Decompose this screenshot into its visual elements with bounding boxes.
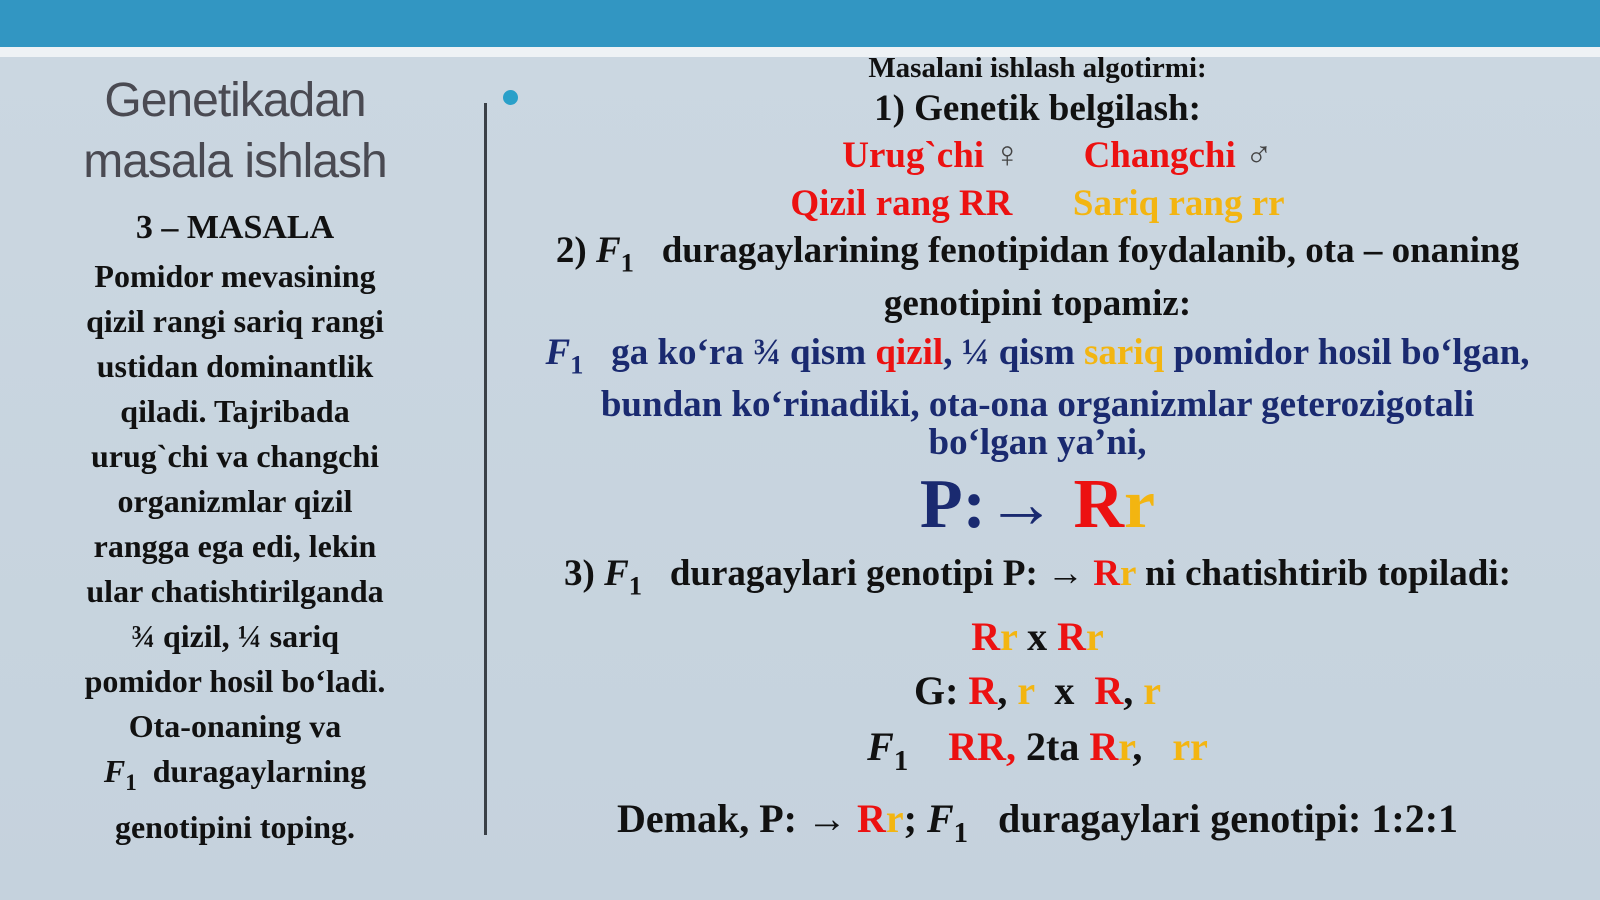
divider-line <box>484 103 487 835</box>
step-2: 2) $F_1$ duragaylarining fenotipidan foydalanib, ota – onaning <box>555 230 1520 278</box>
problem-line: urug`chi va changchi <box>90 438 380 474</box>
problem-line: qiladi. Tajribada <box>120 393 350 429</box>
ratio-line-2: bundan ko‘rinadiki, ota-ona organizmlar geterozigotali <box>600 383 1475 425</box>
ratio-line-1: $F_1$ ga ko‘ra ¾ qism qizil, ¼ qism sariq pomidor hosil bo‘lgan, <box>545 332 1530 380</box>
problem-line: pomidor hosil bo‘ladi. <box>84 663 386 699</box>
ratio-line-3: bo‘lgan ya’ni, <box>928 421 1147 463</box>
f1-symbol: $F_1$ <box>867 723 909 778</box>
female-label: Urug`chi <box>842 135 985 176</box>
solution-column <box>500 52 1575 862</box>
f1-2ta: 2ta <box>1026 723 1080 769</box>
problem-line: organizmlar qizil <box>117 483 353 519</box>
problem-line: rangga ega edi, lekin <box>93 528 377 564</box>
parents-row <box>500 132 1575 180</box>
gametes-row: G: R, r x R, r <box>913 667 1161 713</box>
step-1: 1) Genetik belgilash: <box>874 88 1201 129</box>
title-line-1: Genetikadan <box>104 74 366 127</box>
slide-title <box>20 70 450 192</box>
male-symbol-icon: ♂ <box>1244 135 1273 176</box>
f1-offspring-row: $F_1$ RR, 2ta Rr, rr <box>867 723 1208 778</box>
colors-row <box>500 180 1575 228</box>
problem-line: ¾ qizil, ¼ sariq <box>130 618 339 654</box>
top-bar <box>0 0 1600 47</box>
problem-line: ular chatishtirilganda <box>86 573 384 609</box>
problem-line: Pomidor mevasining <box>94 258 376 294</box>
f1-symbol: $F_1$ <box>595 230 634 278</box>
f1-symbol: $F_1$ <box>604 552 643 600</box>
problem-line: ustidan dominantlik <box>96 348 374 384</box>
problem-last-line: genotipini toping. <box>114 809 356 846</box>
parent-genotype <box>500 465 1575 545</box>
sariq-word: sariq <box>1084 332 1165 374</box>
title-line-2: masala ishlash <box>83 135 387 188</box>
p-label: P:→ <box>919 465 1056 543</box>
problem-text <box>20 254 450 850</box>
male-label: Changchi <box>1083 135 1236 176</box>
f1-symbol: $F_1$ <box>103 753 137 796</box>
problem-line: qizil rangi sariq rangi <box>86 303 384 339</box>
algorithm-heading: Masalani ishlash algotirmi: <box>868 52 1207 84</box>
allele-dominant: R <box>1073 465 1125 543</box>
problem-number: 3 – MASALA <box>135 209 335 246</box>
step-3: 3) $F_1$ duragaylari genotipi P: → Rr ni chatishtirib topiladi: <box>564 552 1511 600</box>
f1-symbol: $F_1$ <box>545 332 584 380</box>
f1-symbol: $F_1$ <box>926 796 969 850</box>
left-column <box>20 70 450 850</box>
qizil-word: qizil <box>875 332 944 374</box>
problem-line: Ota-onaning va <box>128 708 342 744</box>
red-color-genotype: Qizil rang RR <box>790 183 1013 224</box>
yellow-color-genotype: Sariq rang rr <box>1072 183 1285 224</box>
female-symbol-icon: ♀ <box>993 135 1022 176</box>
conclusion-row: Demak, P: → Rr; $F_1$ duragaylari genotipi: 1:2:1 <box>616 796 1459 850</box>
problem-tail: duragaylarning <box>152 753 367 789</box>
allele-recessive: r <box>1124 465 1156 543</box>
f1-rr-dominant: RR, <box>948 723 1017 769</box>
ratio-paragraph <box>500 332 1575 463</box>
step-2-line-2: genotipini topamiz: <box>883 283 1192 325</box>
cross-row: Rr x Rr <box>971 613 1104 659</box>
problem-line-f1 <box>20 749 450 805</box>
